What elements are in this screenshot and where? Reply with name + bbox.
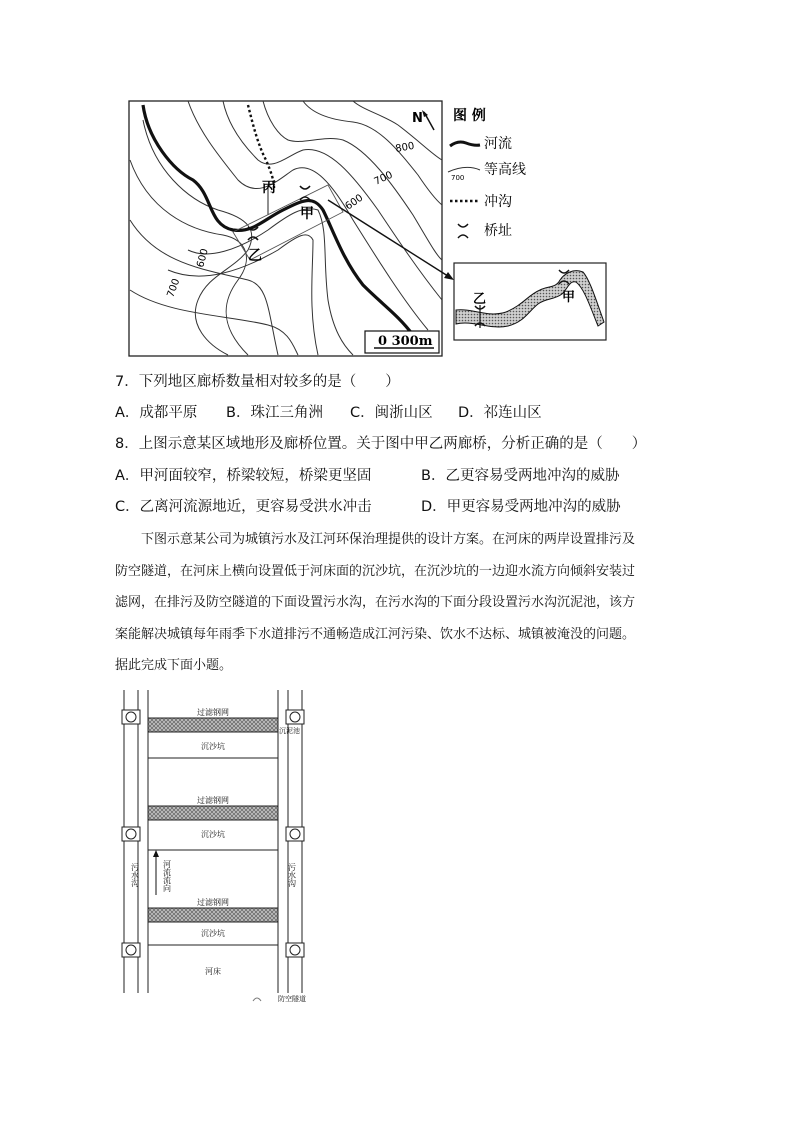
contour-label-700: 700 [372, 169, 395, 188]
tunnel-symbol-icon [253, 998, 261, 1001]
contour-label-700b: 700 [165, 277, 183, 300]
bridge-jia-icon [300, 186, 310, 200]
label-jia: 甲 [300, 206, 314, 222]
filter-label-3: 过滤钢网 [197, 898, 229, 907]
legend-river: 河流 [484, 136, 512, 152]
legend-gully: 冲沟 [484, 194, 512, 210]
inset-label-yi: 乙 [473, 292, 487, 307]
tunnel-label: 防空隧道 [278, 995, 306, 1003]
q7-option-a: A．成都平原 [115, 405, 198, 421]
passage [115, 524, 690, 682]
legend-contour-sample: 700 [451, 174, 465, 182]
q7-option-b: B．珠江三角洲 [226, 405, 323, 421]
sludge-pool-label: 沉泥池 [279, 727, 300, 735]
callout-arrowhead [444, 272, 454, 280]
passage-line-5: 据此完成下面小题。 [115, 658, 233, 673]
contour-label-800: 800 [394, 140, 416, 155]
legend-title: 图 例 [453, 108, 486, 124]
passage-line-2: 防空隧道，在河床上横向设置低于河床面的沉沙坑，在沉沙坑的一边迎水流方向倾斜安装过 [115, 563, 636, 579]
filter-label-2: 过滤钢网 [197, 796, 229, 805]
legend-bridge-icon [458, 224, 468, 238]
riverbed-label: 河床 [205, 967, 221, 976]
passage-line-3: 滤网，在排污及防空隧道的下面设置污水沟，在污水沟的下面分段设置污水沟沉泥池，该方 [115, 595, 636, 610]
q8-option-c: C．乙离河流源地近，更容易受洪水冲击 [115, 499, 372, 515]
map-frame [129, 101, 442, 356]
legend-bridge: 桥址 [484, 223, 512, 239]
sand-pit-label-1: 沉沙坑 [201, 742, 225, 751]
q8-stem: 8．上图示意某区域地形及廊桥位置。关于图中甲乙两廊桥，分析正确的是（ ） [115, 436, 647, 452]
legend-river-icon [450, 142, 480, 146]
sand-pit-label-3: 沉沙坑 [201, 929, 225, 938]
legend-contour-icon [448, 167, 480, 172]
contour-label-600: 600 [343, 192, 366, 213]
q7-option-c: C．闽浙山区 [350, 405, 433, 421]
q8-option-b: B．乙更容易受两地冲沟的威胁 [421, 468, 620, 484]
label-yi: 乙 [248, 248, 262, 264]
topographic-map [128, 100, 613, 360]
scale-label: 0 300m [378, 334, 433, 349]
filter-mesh-1 [148, 718, 278, 732]
q7-option-d: D．祁连山区 [458, 405, 542, 421]
river-plan-diagram [118, 690, 328, 1008]
q8-option-a: A．甲河面较窄，桥梁较短，桥梁更坚固 [115, 468, 372, 484]
callout-arrow [328, 200, 451, 278]
q7-stem: 7．下列地区廊桥数量相对较多的是（ ） [115, 374, 400, 390]
legend-contour: 等高线 [484, 162, 526, 178]
filter-label-1: 过滤钢网 [197, 708, 229, 717]
filter-mesh-2 [148, 806, 278, 820]
inset-label-jia: 甲 [562, 290, 576, 305]
sewer-label-right: 污水沟 [287, 863, 297, 887]
filter-mesh-3 [148, 908, 278, 922]
sand-pit-label-2: 沉沙坑 [201, 830, 225, 839]
river-line [143, 105, 413, 335]
label-bing: 丙 [262, 180, 276, 196]
gully-line [248, 105, 274, 188]
flow-label: 河流流向 [162, 860, 172, 892]
passage-line-1: 下图示意某公司为城镇污水及江河环保治理提供的设计方案。在河床的两岸设置排污及 [141, 532, 636, 547]
q8-option-d: D．甲更容易受两地冲沟的威胁 [421, 499, 621, 515]
contour-label-600b: 600 [195, 247, 211, 269]
sewer-label-left: 污水沟 [130, 863, 140, 887]
passage-line-4: 案能解决城镇每年雨季下水道排污不通畅造成江河污染、饮水不达标、城镇被淹没的问题。 [115, 626, 636, 642]
north-label: N [412, 111, 423, 126]
